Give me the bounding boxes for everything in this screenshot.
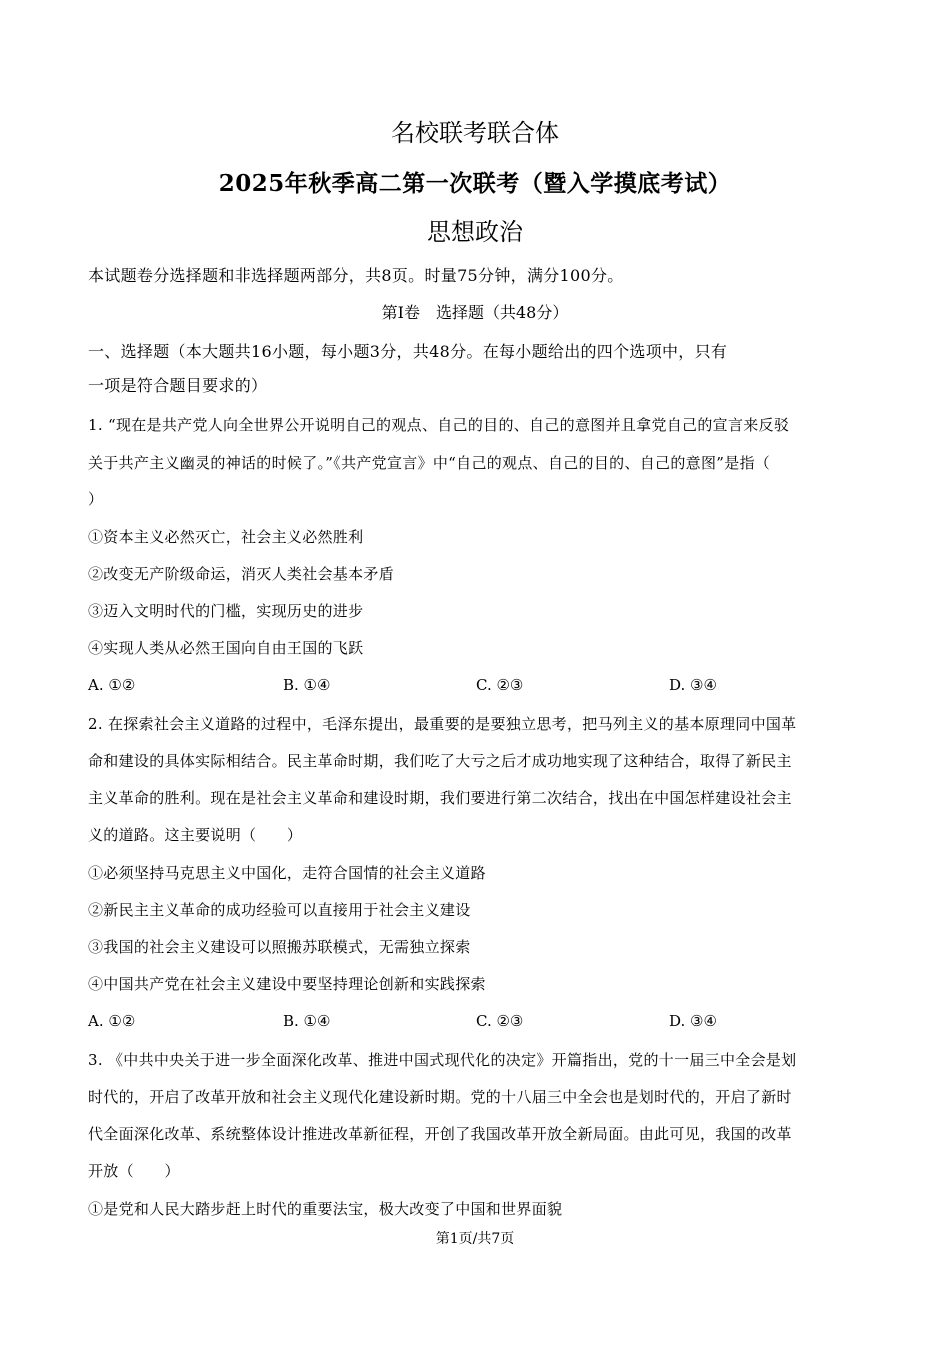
question-2-option-c: C. ②③	[476, 1012, 524, 1030]
question-1-item: ②改变无产阶级命运，消灭人类社会基本矛盾	[88, 565, 395, 583]
org-title: 名校联考联合体	[391, 119, 559, 147]
question-1-item: ③迈入文明时代的门槛，实现历史的进步	[88, 602, 364, 620]
question-2-stem: 2. 在探索社会主义道路的过程中，毛泽东提出，最重要的是要独立思考，把马列主义的基本原理同中国革	[88, 715, 797, 733]
question-2-stem: 命和建设的具体实际相结合。民主革命时期，我们吃了大亏之后才成功地实现了这种结合，取得了新民主	[88, 752, 792, 770]
question-1-stem: 关于共产主义幽灵的神话的时候了。”《共产党宣言》中“自己的观点、自己的目的、自己的意图”是指（	[88, 454, 771, 472]
question-2-option-d: D. ③④	[669, 1012, 717, 1030]
question-1-option-a: A. ①②	[88, 676, 136, 694]
question-2-option-b: B. ①④	[283, 1012, 331, 1030]
question-2-item: ②新民主主义革命的成功经验可以直接用于社会主义建设	[88, 901, 471, 919]
question-2-item: ①必须坚持马克思主义中国化，走符合国情的社会主义道路	[88, 864, 486, 882]
question-3-stem: 3. 《中共中央关于进一步全面深化改革、推进中国式现代化的决定》开篇指出，党的十一届三中全会是划	[88, 1051, 797, 1069]
question-2-item: ④中国共产党在社会主义建设中要坚持理论创新和实践探索	[88, 975, 486, 993]
section-title: 第Ⅰ卷 选择题（共48分）	[381, 303, 569, 322]
question-1-stem: 1. “现在是共产党人向全世界公开说明自己的观点、自己的目的、自己的意图并且拿党自己的宣言来反驳	[88, 416, 790, 434]
subject-title: 思想政治	[427, 218, 523, 246]
question-3-item: ①是党和人民大踏步赶上时代的重要法宝，极大改变了中国和世界面貌	[88, 1200, 563, 1218]
question-2-stem: 义的道路。这主要说明（ ）	[88, 826, 303, 844]
page-footer: 第1页/共7页	[435, 1231, 515, 1247]
question-1-option-d: D. ③④	[669, 676, 717, 694]
instructions-line: 一项是符合题目要求的）	[88, 376, 268, 395]
question-3-stem: 代全面深化改革、系统整体设计推进改革新征程，开创了我国改革开放全新局面。由此可见，我国的改革	[88, 1125, 792, 1143]
instructions-line: 一、选择题（本大题共16小题，每小题3分，共48分。在每小题给出的四个选项中，只有	[88, 342, 728, 361]
question-1-option-b: B. ①④	[283, 676, 331, 694]
question-3-stem: 时代的，开启了改革开放和社会主义现代化建设新时期。党的十八届三中全会也是划时代的，开启了新时	[88, 1088, 792, 1106]
question-2-item: ③我国的社会主义建设可以照搬苏联模式，无需独立探索	[88, 938, 471, 956]
exam-title: 2025年秋季高二第一次联考（暨入学摸底考试）	[218, 170, 732, 197]
question-3-stem: 开放（ ）	[88, 1162, 180, 1180]
question-1-option-c: C. ②③	[476, 676, 524, 694]
intro-text: 本试题卷分选择题和非选择题两部分，共8页。时量75分钟，满分100分。	[88, 266, 624, 285]
question-2-option-a: A. ①②	[88, 1012, 136, 1030]
question-1-item: ④实现人类从必然王国向自由王国的飞跃	[88, 639, 364, 657]
question-2-stem: 主义革命的胜利。现在是社会主义革命和建设时期，我们要进行第二次结合，找出在中国怎样建设社会主	[88, 789, 792, 807]
question-1-item: ①资本主义必然灭亡，社会主义必然胜利	[88, 528, 364, 546]
question-1-stem: ）	[88, 490, 104, 508]
